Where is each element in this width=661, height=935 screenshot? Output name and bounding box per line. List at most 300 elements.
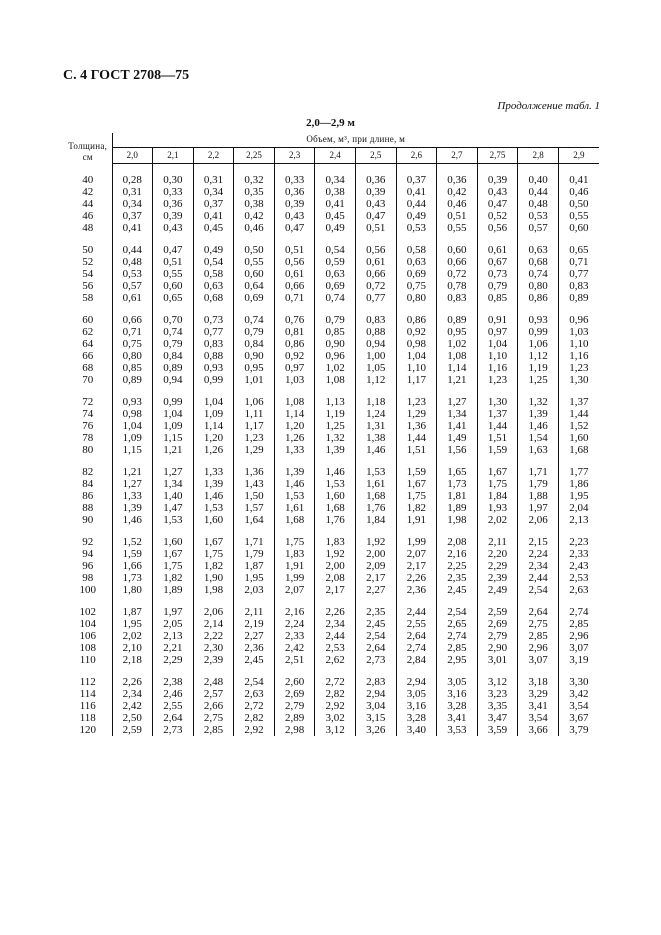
spacer-cell (558, 304, 599, 314)
volume-cell: 0,89 (153, 362, 194, 374)
thickness-cell: 72 (64, 396, 112, 408)
thickness-cell: 118 (64, 712, 112, 724)
volume-cell: 0,91 (477, 314, 518, 326)
volume-cell: 1,56 (437, 444, 478, 456)
thickness-cell: 78 (64, 432, 112, 444)
volume-cell: 2,04 (558, 502, 599, 514)
volume-cell: 2,64 (518, 606, 559, 618)
volume-cell: 0,65 (558, 244, 599, 256)
spacer-cell (315, 666, 356, 676)
volume-cell: 1,21 (437, 374, 478, 386)
spacer-cell (518, 456, 559, 466)
volume-cell: 2,06 (193, 606, 234, 618)
volume-cell: 2,16 (274, 606, 315, 618)
volume-cell: 0,53 (396, 222, 437, 234)
volume-cell: 1,67 (193, 536, 234, 548)
volume-cell: 1,44 (396, 432, 437, 444)
volume-cell: 1,41 (437, 420, 478, 432)
length-header: 2,1 (153, 147, 194, 163)
volume-cell: 3,41 (437, 712, 478, 724)
volume-cell: 2,74 (558, 606, 599, 618)
spacer-cell (437, 234, 478, 244)
volume-cell: 2,64 (355, 642, 396, 654)
spacer-cell (193, 304, 234, 314)
thickness-cell: 56 (64, 280, 112, 292)
spacer-cell (234, 526, 275, 536)
volume-cell: 2,35 (437, 572, 478, 584)
spacer-cell (193, 163, 234, 174)
volume-cell: 0,46 (437, 198, 478, 210)
volume-cell: 2,44 (396, 606, 437, 618)
volume-cell: 0,92 (274, 350, 315, 362)
volume-cell: 0,73 (477, 268, 518, 280)
volume-cell: 2,08 (315, 572, 356, 584)
spacer-cell (112, 163, 153, 174)
volume-cell: 0,39 (355, 186, 396, 198)
volume-cell: 0,61 (112, 292, 153, 304)
thickness-cell: 108 (64, 642, 112, 654)
volume-cell: 2,64 (396, 630, 437, 642)
volume-cell: 0,53 (518, 210, 559, 222)
length-header: 2,2 (193, 147, 234, 163)
spacer-cell (64, 596, 112, 606)
volume-cell: 2,46 (153, 688, 194, 700)
volume-cell: 2,92 (315, 700, 356, 712)
spacer-cell (355, 596, 396, 606)
length-header-row (64, 147, 599, 163)
spacer-cell (153, 163, 194, 174)
volume-cell: 1,34 (153, 478, 194, 490)
volume-cell: 1,51 (477, 432, 518, 444)
spacer-cell (153, 526, 194, 536)
volume-cell: 1,46 (274, 478, 315, 490)
spacer-cell (64, 234, 112, 244)
volume-cell: 1,39 (518, 408, 559, 420)
length-header: 2,25 (234, 147, 275, 163)
volume-cell: 1,51 (396, 444, 437, 456)
group-spacer (64, 304, 599, 314)
volume-cell: 1,59 (477, 444, 518, 456)
table-row (64, 618, 599, 630)
volume-cell: 2,00 (355, 548, 396, 560)
volume-cell: 2,51 (274, 654, 315, 666)
volume-cell: 1,44 (558, 408, 599, 420)
volume-cell: 1,60 (558, 432, 599, 444)
spacer-cell (477, 456, 518, 466)
volume-cell: 2,72 (234, 700, 275, 712)
volume-cell: 0,98 (112, 408, 153, 420)
volume-cell: 0,65 (153, 292, 194, 304)
spacer-cell (64, 304, 112, 314)
table-row (64, 186, 599, 198)
volume-cell: 0,83 (355, 314, 396, 326)
volume-cell: 1,16 (477, 362, 518, 374)
table-row (64, 630, 599, 642)
length-header: 2,75 (477, 147, 518, 163)
table-row (64, 244, 599, 256)
volume-cell: 2,54 (355, 630, 396, 642)
table-row (64, 408, 599, 420)
spacer-cell (193, 386, 234, 396)
table-row (64, 292, 599, 304)
volume-cell: 0,39 (477, 174, 518, 186)
volume-cell: 0,38 (234, 198, 275, 210)
volume-cell: 3,67 (558, 712, 599, 724)
volume-cell: 0,89 (112, 374, 153, 386)
volume-cell: 2,26 (315, 606, 356, 618)
spacer-cell (518, 666, 559, 676)
volume-cell: 0,63 (518, 244, 559, 256)
length-header: 2,9 (558, 147, 599, 163)
volume-cell: 1,53 (153, 514, 194, 526)
length-range-title: 2,0—2,9 м (306, 117, 355, 129)
volume-cell: 2,59 (112, 724, 153, 736)
volume-cell: 0,71 (112, 326, 153, 338)
volume-cell: 1,08 (437, 350, 478, 362)
volume-cell: 1,53 (274, 490, 315, 502)
volume-cell: 0,33 (153, 186, 194, 198)
volume-cell: 1,84 (477, 490, 518, 502)
volume-cell: 1,27 (437, 396, 478, 408)
volume-cell: 0,50 (558, 198, 599, 210)
volume-cell: 1,46 (315, 466, 356, 478)
volume-cell: 2,27 (234, 630, 275, 642)
volume-cell: 1,83 (315, 536, 356, 548)
volume-cell: 2,59 (477, 606, 518, 618)
volume-cell: 1,31 (355, 420, 396, 432)
volume-cell: 1,39 (315, 444, 356, 456)
volume-cell: 0,77 (193, 326, 234, 338)
volume-cell: 3,18 (518, 676, 559, 688)
volume-cell: 0,46 (234, 222, 275, 234)
volume-cell: 1,13 (315, 396, 356, 408)
volume-cell: 0,99 (193, 374, 234, 386)
spacer-cell (112, 304, 153, 314)
volume-cell: 0,98 (396, 338, 437, 350)
thickness-cell: 42 (64, 186, 112, 198)
volume-cell: 1,73 (437, 478, 478, 490)
volume-cell: 2,13 (558, 514, 599, 526)
volume-cell: 0,39 (153, 210, 194, 222)
spacer-cell (315, 163, 356, 174)
volume-cell: 1,17 (234, 420, 275, 432)
volume-cell: 0,70 (153, 314, 194, 326)
volume-cell: 1,82 (193, 560, 234, 572)
volume-cell: 1,10 (558, 338, 599, 350)
volume-cell: 1,29 (396, 408, 437, 420)
volume-cell: 0,34 (315, 174, 356, 186)
volume-cell: 3,07 (518, 654, 559, 666)
volume-cell: 0,39 (274, 198, 315, 210)
volume-cell: 0,83 (193, 338, 234, 350)
table-row (64, 210, 599, 222)
spacer-cell (437, 596, 478, 606)
spacer-cell (274, 456, 315, 466)
group-spacer (64, 596, 599, 606)
volume-cell: 3,26 (355, 724, 396, 736)
volume-cell: 3,30 (558, 676, 599, 688)
volume-cell: 0,48 (112, 256, 153, 268)
spacer-cell (437, 526, 478, 536)
spacer-cell (477, 666, 518, 676)
volume-cell: 1,91 (274, 560, 315, 572)
spacer-cell (193, 666, 234, 676)
volume-cell: 3,19 (558, 654, 599, 666)
volume-cell: 3,16 (437, 688, 478, 700)
volume-cell: 0,60 (558, 222, 599, 234)
volume-cell: 1,95 (234, 572, 275, 584)
volume-cell: 0,69 (396, 268, 437, 280)
volume-cell: 2,08 (437, 536, 478, 548)
volume-cell: 1,68 (558, 444, 599, 456)
volume-cell: 1,40 (153, 490, 194, 502)
volume-cell: 1,27 (112, 478, 153, 490)
volume-cell: 0,35 (234, 186, 275, 198)
volume-cell: 1,25 (518, 374, 559, 386)
volume-cell: 0,94 (153, 374, 194, 386)
volume-cell: 2,65 (437, 618, 478, 630)
volume-cell: 2,36 (396, 584, 437, 596)
spacer-cell (558, 234, 599, 244)
volume-cell: 0,41 (315, 198, 356, 210)
table-row (64, 174, 599, 186)
thickness-cell: 60 (64, 314, 112, 326)
volume-cell: 0,99 (518, 326, 559, 338)
table-row (64, 374, 599, 386)
volume-cell: 1,27 (153, 466, 194, 478)
volume-cell: 2,63 (234, 688, 275, 700)
spacer-cell (355, 304, 396, 314)
table-row (64, 396, 599, 408)
volume-cell: 1,53 (193, 502, 234, 514)
volume-cell: 0,74 (518, 268, 559, 280)
volume-cell: 1,76 (355, 502, 396, 514)
spacer-cell (234, 304, 275, 314)
volume-cell: 1,36 (396, 420, 437, 432)
volume-cell: 0,89 (558, 292, 599, 304)
volume-cell: 1,87 (234, 560, 275, 572)
table-row (64, 350, 599, 362)
volume-cell: 1,47 (153, 502, 194, 514)
volume-cell: 2,94 (396, 676, 437, 688)
volume-cell: 2,21 (153, 642, 194, 654)
volume-cell: 0,41 (396, 186, 437, 198)
volume-cell: 1,87 (112, 606, 153, 618)
table-row (64, 572, 599, 584)
spacer-cell (518, 596, 559, 606)
volume-cell: 1,64 (234, 514, 275, 526)
volume-cell: 1,33 (193, 466, 234, 478)
volume-cell: 2,60 (274, 676, 315, 688)
volume-cell: 1,68 (315, 502, 356, 514)
volume-cell: 2,53 (315, 642, 356, 654)
volume-cell: 2,54 (234, 676, 275, 688)
thickness-cell: 44 (64, 198, 112, 210)
volume-cell: 2,17 (396, 560, 437, 572)
volume-cell: 0,42 (437, 186, 478, 198)
volume-cell: 0,58 (193, 268, 234, 280)
spacer-cell (153, 234, 194, 244)
volume-cell: 2,29 (477, 560, 518, 572)
volume-cell: 1,82 (396, 502, 437, 514)
volume-cell: 1,30 (477, 396, 518, 408)
volume-cell: 1,75 (477, 478, 518, 490)
volume-cell: 3,15 (355, 712, 396, 724)
volume-cell: 2,94 (355, 688, 396, 700)
spacer-cell (477, 526, 518, 536)
volume-cell: 2,74 (437, 630, 478, 642)
volume-cell: 1,90 (193, 572, 234, 584)
volume-cell: 3,28 (396, 712, 437, 724)
volume-cell: 1,37 (558, 396, 599, 408)
table-row (64, 198, 599, 210)
volume-cell: 1,18 (355, 396, 396, 408)
volume-cell: 0,60 (437, 244, 478, 256)
volume-cell: 2,26 (396, 572, 437, 584)
volume-cell: 3,41 (518, 700, 559, 712)
volume-cell: 1,14 (274, 408, 315, 420)
volume-cell: 0,48 (518, 198, 559, 210)
table-row (64, 642, 599, 654)
volume-cell: 0,76 (274, 314, 315, 326)
volume-cell: 3,23 (477, 688, 518, 700)
volume-cell: 1,67 (477, 466, 518, 478)
volume-cell: 0,36 (274, 186, 315, 198)
table-row (64, 256, 599, 268)
volume-cell: 0,93 (112, 396, 153, 408)
volume-cell: 3,66 (518, 724, 559, 736)
table-row (64, 420, 599, 432)
table-row (64, 362, 599, 374)
volume-cell: 2,42 (112, 700, 153, 712)
volume-cell: 0,34 (112, 198, 153, 210)
spacer-cell (396, 234, 437, 244)
volume-cell: 0,44 (518, 186, 559, 198)
volume-cell: 0,57 (112, 280, 153, 292)
table-row (64, 338, 599, 350)
thickness-cell: 74 (64, 408, 112, 420)
volume-cell: 1,21 (112, 466, 153, 478)
volume-cell: 0,43 (477, 186, 518, 198)
spacer-cell (355, 386, 396, 396)
volume-cell: 3,42 (558, 688, 599, 700)
volume-cell: 2,95 (437, 654, 478, 666)
spacer-cell (274, 163, 315, 174)
volume-cell: 2,84 (396, 654, 437, 666)
volume-cell: 1,50 (234, 490, 275, 502)
thickness-column-header: Толщина, см (64, 133, 112, 163)
spacer-cell (315, 304, 356, 314)
table-row (64, 536, 599, 548)
volume-cell: 1,16 (558, 350, 599, 362)
table-row (64, 700, 599, 712)
volume-cell: 2,79 (274, 700, 315, 712)
volume-cell: 1,25 (315, 420, 356, 432)
volume-cell: 0,93 (193, 362, 234, 374)
volume-cell: 2,90 (477, 642, 518, 654)
volume-cell: 1,88 (518, 490, 559, 502)
spacer-cell (437, 666, 478, 676)
volume-cell: 1,21 (153, 444, 194, 456)
spacer-cell (234, 456, 275, 466)
thickness-cell: 66 (64, 350, 112, 362)
volume-cell: 1,33 (112, 490, 153, 502)
volume-cell: 2,11 (234, 606, 275, 618)
volume-cell: 1,98 (193, 584, 234, 596)
volume-cell: 0,80 (518, 280, 559, 292)
spacer-cell (437, 386, 478, 396)
volume-cell: 1,04 (153, 408, 194, 420)
volume-cell: 1,26 (193, 444, 234, 456)
volume-cell: 1,49 (437, 432, 478, 444)
volume-cell: 3,79 (558, 724, 599, 736)
volume-cell: 1,34 (437, 408, 478, 420)
volume-cell: 1,97 (153, 606, 194, 618)
spacer-cell (437, 163, 478, 174)
volume-cell: 0,41 (193, 210, 234, 222)
table-row (64, 676, 599, 688)
volume-cell: 0,63 (396, 256, 437, 268)
volume-cell: 2,92 (234, 724, 275, 736)
volume-cell: 1,84 (355, 514, 396, 526)
volume-cell: 0,72 (355, 280, 396, 292)
volume-cell: 1,46 (355, 444, 396, 456)
volume-cell: 1,99 (396, 536, 437, 548)
volume-cell: 3,07 (558, 642, 599, 654)
volume-cell: 2,24 (518, 548, 559, 560)
volume-cell: 1,36 (234, 466, 275, 478)
thickness-cell: 92 (64, 536, 112, 548)
volume-cell: 1,75 (153, 560, 194, 572)
volume-cell: 2,25 (437, 560, 478, 572)
volume-cell: 0,60 (234, 268, 275, 280)
volume-cell: 1,10 (396, 362, 437, 374)
volume-cell: 0,61 (274, 268, 315, 280)
volume-cell: 0,74 (234, 314, 275, 326)
volume-cell: 0,34 (193, 186, 234, 198)
volume-cell: 0,79 (315, 314, 356, 326)
volume-cell: 0,71 (274, 292, 315, 304)
volume-cell: 0,28 (112, 174, 153, 186)
volume-cell: 0,85 (477, 292, 518, 304)
volume-cell: 1,32 (315, 432, 356, 444)
volume-cell: 0,71 (558, 256, 599, 268)
volume-cell: 1,29 (234, 444, 275, 456)
volume-cell: 2,64 (153, 712, 194, 724)
volume-cell: 0,79 (234, 326, 275, 338)
spacer-cell (396, 666, 437, 676)
volume-cell: 2,69 (274, 688, 315, 700)
volume-cell: 1,81 (437, 490, 478, 502)
volume-cell: 0,54 (193, 256, 234, 268)
spacer-cell (193, 456, 234, 466)
volume-cell: 0,53 (112, 268, 153, 280)
group-spacer (64, 666, 599, 676)
volume-cell: 1,66 (112, 560, 153, 572)
table-row (64, 654, 599, 666)
volume-cell: 2,03 (234, 584, 275, 596)
volume-cell: 0,83 (558, 280, 599, 292)
spacer-cell (153, 456, 194, 466)
volume-cell: 3,12 (315, 724, 356, 736)
volume-cell: 0,36 (437, 174, 478, 186)
spacer-cell (518, 234, 559, 244)
spacer-cell (153, 386, 194, 396)
spacer-cell (112, 234, 153, 244)
volume-cell: 2,11 (477, 536, 518, 548)
volume-cell: 0,40 (518, 174, 559, 186)
volume-table-body (64, 163, 599, 736)
